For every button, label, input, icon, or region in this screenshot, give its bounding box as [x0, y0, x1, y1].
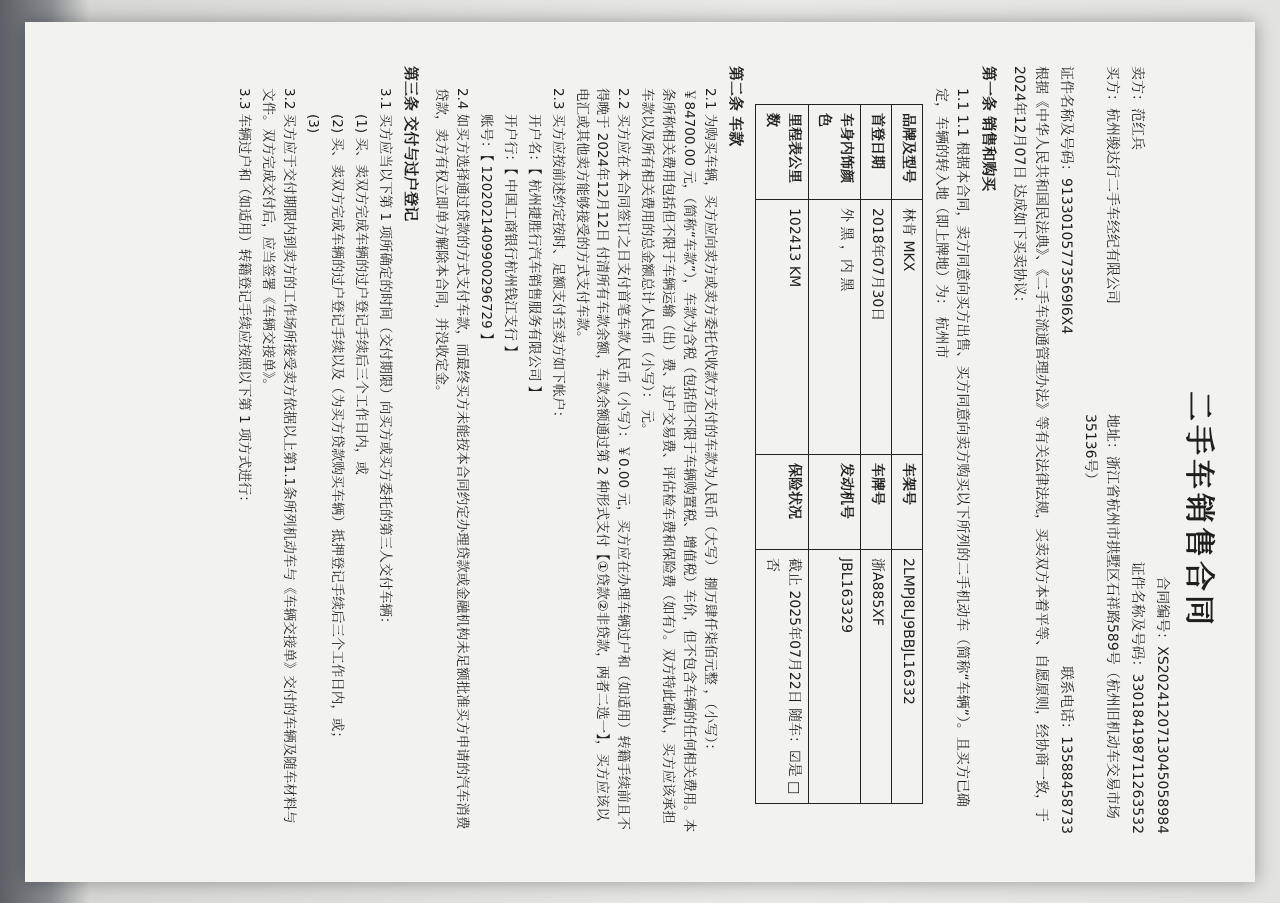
article-3-title: 第三条 交付与过户登记: [402, 66, 421, 222]
table-cell: 102413 KM: [756, 200, 808, 455]
buyer-id: 证件名称及号码：91330105773569I6X4: [1057, 66, 1074, 335]
table-row: [756, 105, 808, 804]
article-3-1-option-2: (2) 买、卖双方完成车辆的过户登记手续以及（为买方贷款购买车辆）抵押登记手续后三个工作日内，或；: [328, 114, 345, 745]
article-2-1: 2.1 为购买车辆，买方应向卖方或卖方委托代收款方支付的车款为人民币（大写） 捌万肆仟柒佰元整 ，（小写）： ￥84700.00 元，（简称“车款”），车款为含税（包括但不限于车辆购置税、增值税）车价，但不包含车辆的任何相关费用。本条所称相关费用包括但不限于车辆运输（出）费、过户交易费、评估检车费和保险费（如有）。双方特此确认，买方应该承担车款以及所有相关费用的总金额总计人民币（小写）： 元。: [639, 88, 719, 833]
table-cell: 车牌号: [861, 455, 892, 550]
account-number: 账号：【 1202021409900296729 】: [477, 114, 494, 347]
table-cell: 保险状况: [756, 455, 808, 550]
article-3-3: 3.3 车辆过户和（如适用）转籍登记手续应按照以下第 1 项方式进行：: [236, 88, 253, 509]
table-cell: 2LMPJ8LJ9BBJL16332: [892, 550, 923, 804]
buyer-name: 买方：杭州骏达行二手车经纪有限公司: [1104, 66, 1121, 304]
table-row: [861, 105, 892, 804]
contract-title: 二手车销售合同: [1181, 391, 1216, 629]
contract-page: [25, 22, 1255, 882]
table-cell: JBL163329: [808, 550, 860, 804]
preamble: 根据《中华人民共和国民法典》、《二手车流通管理办法》等有关法律法规，买卖双方本着平等、自愿原则，经协商一致，于 2024年12月07日 达成如下买卖协议：: [1011, 66, 1050, 822]
account-bank: 开户行：【 中国工商银行杭州钱江支行 】: [501, 114, 518, 359]
article-2-4: 2.4 如买方选择通过贷款的方式支付车款，而最终买方未能按本合同约定办理贷款或金融机构未足额批准买方申请的汽车消费贷款，卖方有权立即单方解除本合同，并没收定金。: [433, 88, 470, 830]
article-2-2: 2.2 买方应在本合同签订之日支付首笔车款人民币（小写）：￥0.00 元，买方应在办理车辆过户和（如适用）转籍手续前且不得晚于 2024年12月12日 付清所有车款余额，车款余额通过第 2 种形式支付【①贷款②非贷款，两者二选一】，买方应该以电汇或其他卖方能够接受的方式支付车款。: [573, 88, 632, 830]
table-cell: 林肯 MKX: [892, 200, 923, 455]
table-cell: 车身内饰颜色: [808, 105, 860, 200]
table-row: [808, 105, 860, 804]
article-2-title: 第二条 车款: [727, 66, 746, 147]
article-1-title: 第一条 销售和购买: [979, 66, 998, 192]
table-cell: 里程表公里数: [756, 105, 808, 200]
account-name: 开户名：【 杭州捷胜行汽车销售服务有限公司 】: [525, 114, 542, 400]
table-cell: 截止 2025年07月22日 随车：☑是 □否: [756, 550, 808, 804]
article-3-1: 3.1 买方应当以下第 1 项所确定的时间（交付期限）向买方或买方委托的第三人交付车辆：: [376, 88, 393, 631]
table-cell: 2018年07月30日: [861, 200, 892, 455]
table-cell: 品牌及型号: [892, 105, 923, 200]
seller-name: 卖方：范红兵: [1128, 66, 1145, 150]
table-cell: 外 黑 ，内 黑: [808, 200, 860, 455]
table-cell: 浙A885XF: [861, 550, 892, 804]
seller-id: 证件名称及号码：330184198711263532: [1128, 561, 1145, 834]
table-cell: 车架号: [892, 455, 923, 550]
article-2-3: 2.3 买方应按前述约定按时、足额支付至卖方如下帐户：: [549, 88, 566, 425]
buyer-address: 地址：浙江省杭州市拱墅区石祥路589号（杭州旧机动车交易市场35136号）: [1082, 414, 1121, 819]
table-cell: 发动机号: [808, 455, 860, 550]
buyer-phone: 联系电话：13588458733: [1057, 666, 1074, 834]
article-3-1-option-1: (1) 买、卖双方完成车辆的过户登记手续后三个工作日内，或: [352, 114, 369, 475]
contract-number: 合同编号：XS20241207130450589​84: [1154, 576, 1171, 834]
vehicle-table: [755, 104, 923, 804]
table-row: [892, 105, 923, 804]
table-cell: 首登日期: [861, 105, 892, 200]
article-3-2: 3.2 买方应于交付期限内到卖方的工作场所接受卖方依据以上第1.1条所列机动车与《车辆交接单》交付的车辆及随车材料与文件。双方完成交付后，应当签署《车辆交接单》。: [260, 88, 298, 824]
article-1-1: 1.1 1.1 根据本合同，卖方同意向买方出售、买方同意向卖方购买以下所列的二手机动车（简称“车辆”）。且买方已确定，车辆的转入地（即上牌地）为： 杭州市: [932, 88, 971, 807]
article-3-1-option-3: (3): [305, 114, 322, 134]
